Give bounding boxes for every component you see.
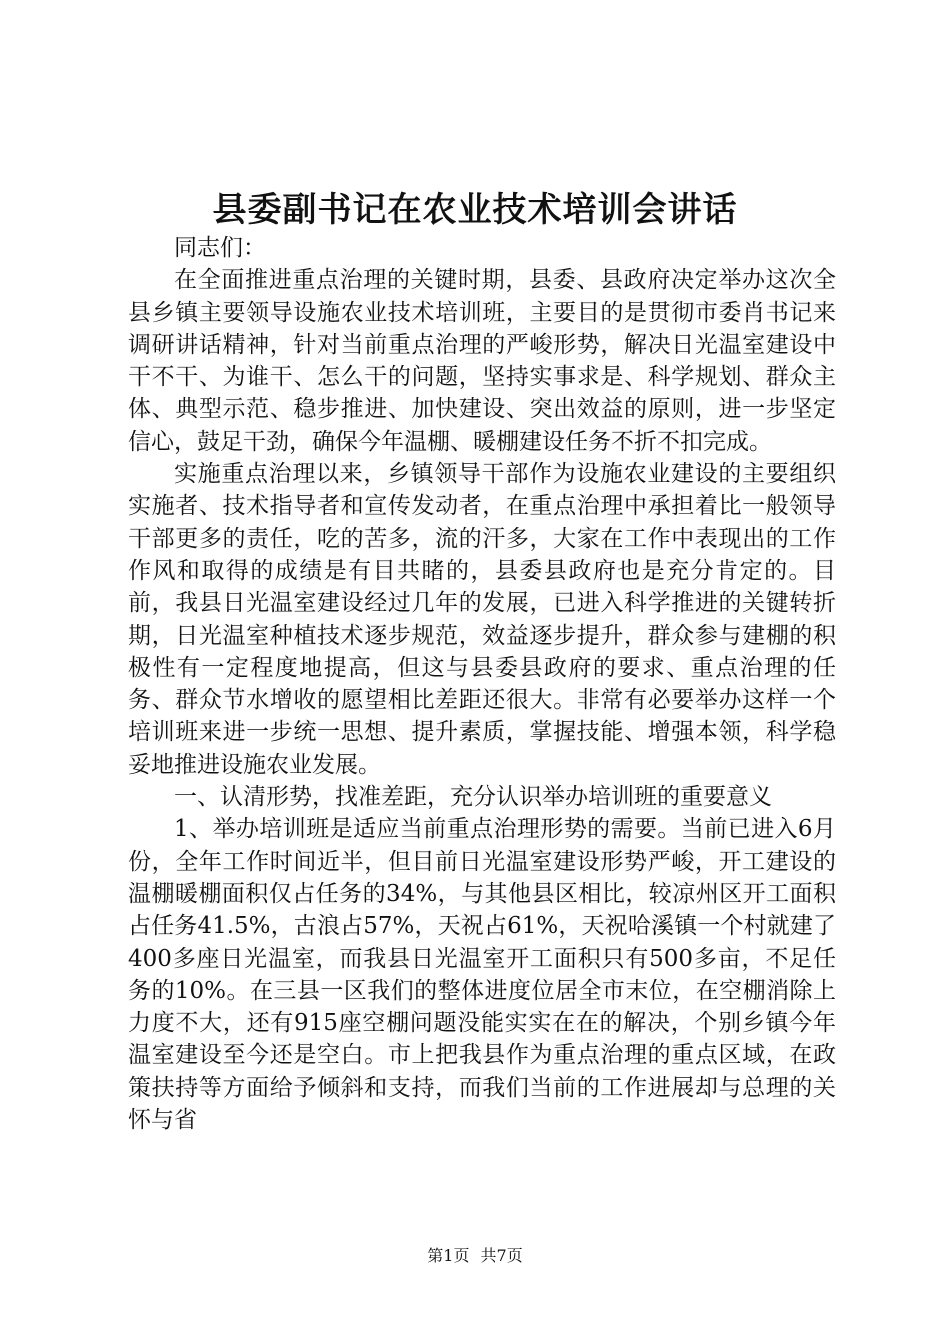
section-heading: 一、认清形势，找准差距，充分认识举办培训班的重要意义	[174, 784, 772, 811]
body-paragraph: 实施重点治理以来，乡镇领导干部作为设施农业建设的主要组织实施者、技术指导者和宣传发动者，在重点治理中承担着比一般领导干部更多的责任，吃的苦多，流的汗多，大家在工作中表现出的工作作风和取得的成绩是有目共睹的，县委县政府也是充分肯定的。目前，我县日光温室建设经过几年的发展，已进入科学推进的关键转折期，日光温室种植技术逐步规范，效益逐步提升，群众参与建棚的积极性有一定程度地提高，但这与县委县政府的要求、重点治理的任务、群众节水增收的愿望相比差距还很大。非常有必要举办这样一个培训班来进一步统一思想、提升素质，掌握技能、增强本领，科学稳妥地推进设施农业发展。	[128, 461, 836, 778]
document-title: 县委副书记在农业技术培训会讲话	[212, 190, 738, 230]
page-total: 共7页	[480, 1246, 523, 1265]
body-paragraph: 在全面推进重点治理的关键时期，县委、县政府决定举办这次全县乡镇主要领导设施农业技术培训班，主要目的是贯彻市委肖书记来调研讲话精神，针对当前重点治理的严峻形势，解决日光温室建设中干不干、为谁干、怎么干的问题，坚持实事求是、科学规划、群众主体、典型示范、稳步推进、加快建设、突出效益的原则，进一步坚定信心，鼓足干劲，确保今年温棚、暖棚建设任务不折不扣完成。	[128, 267, 836, 455]
body-paragraph: 1、举办培训班是适应当前重点治理形势的需要。当前已进入6月份，全年工作时间近半，但目前日光温室建设形势严峻，开工建设的温棚暖棚面积仅占任务的34%，与其他县区相比，较凉州区开工面积占任务41.5%，古浪占57%，天祝占61%，天祝哈溪镇一个村就建了400多座日光温室，而我县日光温室开工面积只有500多亩，不足任务的10%。在三县一区我们的整体进度位居全市末位，在空棚消除上力度不大，还有915座空棚问题没能实实在在的解决，个别乡镇今年温室建设至今还是空白。市上把我县作为重点治理的重点区域，在政策扶持等方面给予倾斜和支持，而我们当前的工作进展却与总理的关怀与省	[128, 816, 836, 1134]
page-number: 第1页	[427, 1246, 470, 1265]
document-body	[128, 232, 836, 1136]
salutation-paragraph: 同志们：	[174, 235, 266, 261]
page-footer	[0, 1244, 950, 1268]
